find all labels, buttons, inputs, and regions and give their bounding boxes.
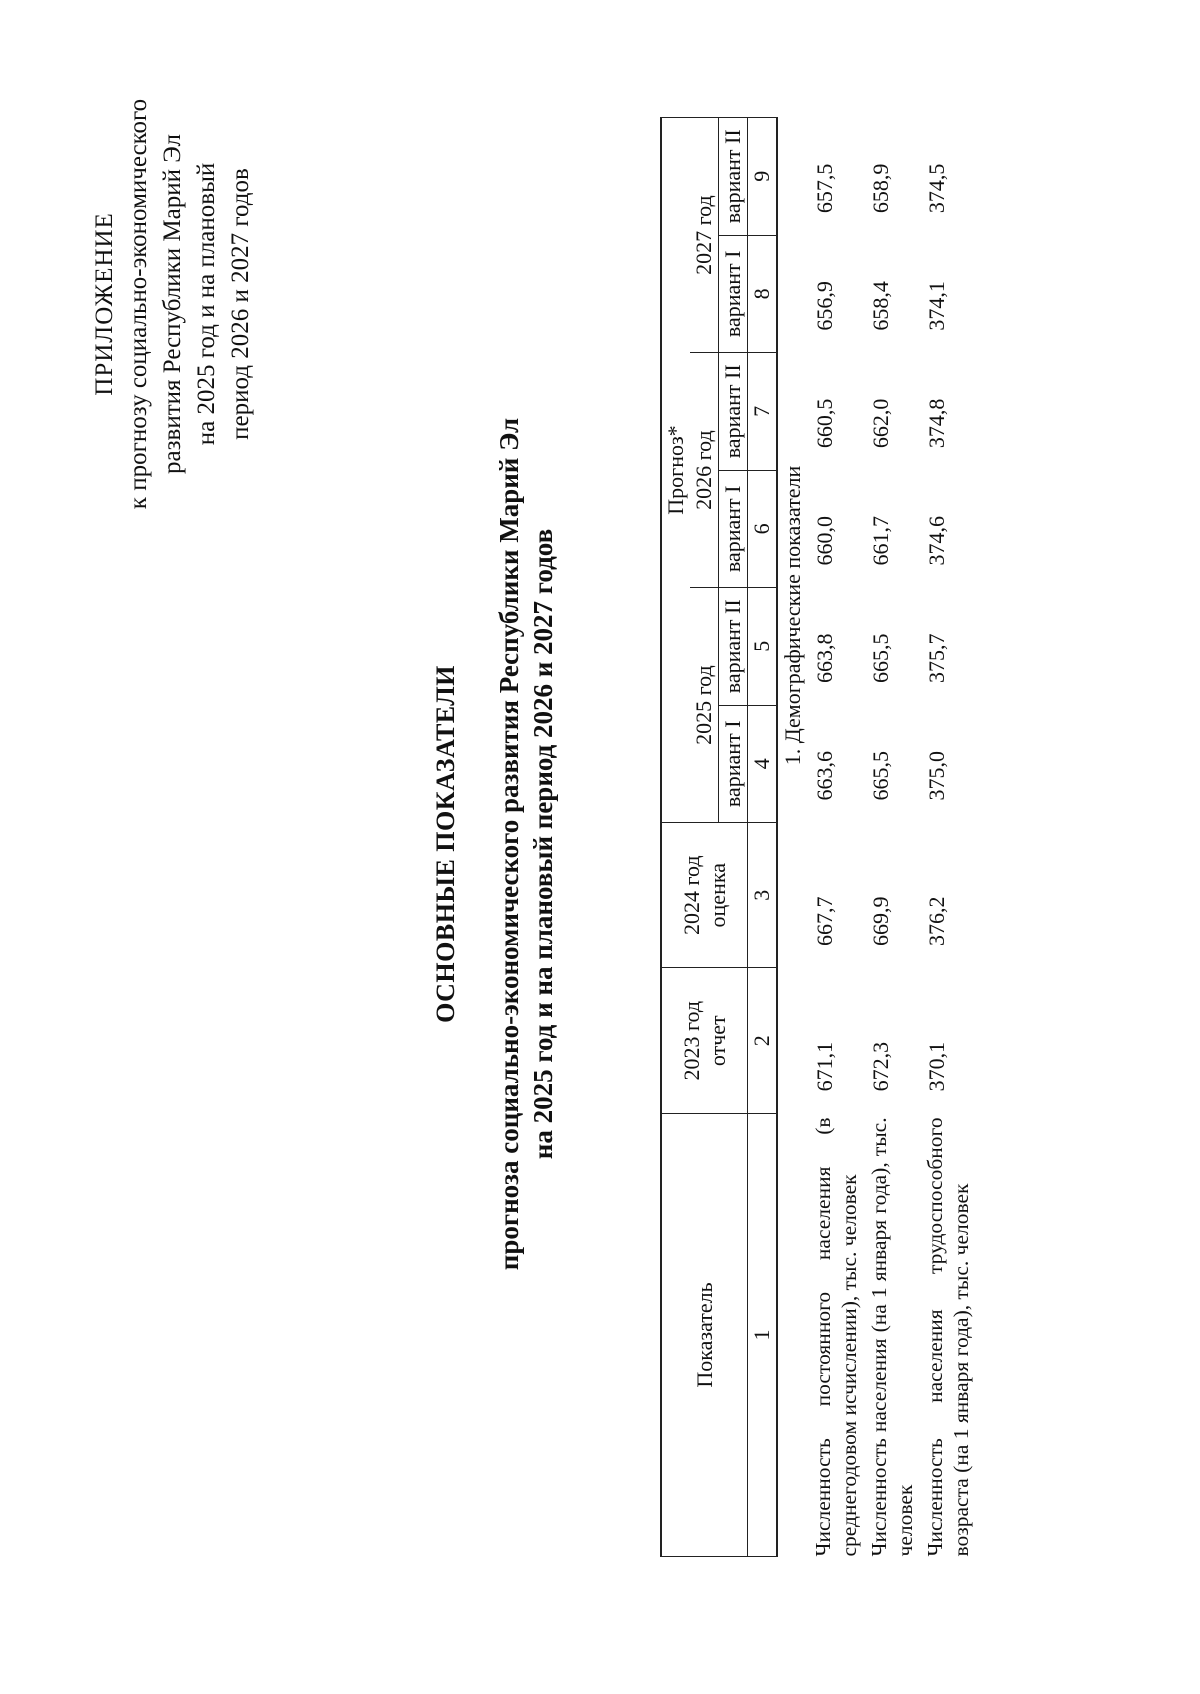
indicator-cell (864, 1113, 920, 1556)
header-year-2026: 2026 год (690, 353, 719, 588)
header-2027-variant-2: вариант II (719, 118, 748, 236)
indicators-table (660, 117, 976, 1557)
indicator-cell (920, 1113, 976, 1556)
value-cell: 658,9 (868, 163, 893, 214)
column-number: 2 (748, 968, 778, 1113)
table-row (920, 118, 976, 1557)
column-number: 9 (748, 118, 778, 236)
value-cell: 660,5 (812, 398, 837, 449)
header-year-2025: 2025 год (690, 588, 719, 823)
section-title: 1. Демографические показатели (780, 465, 805, 766)
column-number: 1 (748, 1113, 778, 1556)
value-cell: 662,0 (868, 398, 893, 449)
value-cell: 671,1 (812, 1041, 837, 1092)
value-cell: 661,7 (868, 516, 893, 566)
value-cell: 665,5 (868, 751, 893, 801)
value-cell: 375,0 (924, 751, 949, 801)
table-body (777, 118, 976, 1557)
value-cell: 374,8 (924, 398, 949, 449)
value-cell: 663,6 (812, 751, 837, 801)
column-number: 5 (748, 588, 778, 705)
value-cell: 657,5 (812, 163, 837, 214)
value-cell: 374,1 (924, 281, 949, 331)
value-cell: 667,7 (812, 896, 837, 946)
value-cell: 663,8 (812, 633, 837, 684)
indicator-cell (808, 1113, 864, 1556)
value-cell: 672,3 (868, 1041, 893, 1092)
column-number: 6 (748, 470, 778, 587)
header-2026-variant-2: вариант II (719, 353, 748, 470)
value-cell: 374,6 (924, 516, 949, 566)
header-2023 (661, 968, 748, 1113)
header-2023-year: 2023 год (678, 1000, 704, 1081)
value-cell: 660,0 (812, 516, 837, 566)
value-cell: 669,9 (868, 896, 893, 946)
column-number: 4 (748, 705, 778, 822)
header-2024-year: 2024 год (678, 855, 704, 936)
indicator-name: Численность населения трудоспособного возраста (на 1 января года), тыс. человек (923, 1117, 973, 1557)
header-2026-variant-1: вариант I (719, 470, 748, 587)
column-number: 7 (748, 353, 778, 470)
value-cell: 665,5 (868, 633, 893, 684)
header-2024-note: оценка (704, 863, 730, 928)
value-cell: 370,1 (924, 1041, 949, 1092)
header-2024 (661, 823, 748, 968)
document-heading: ОСНОВНЫЕ ПОКАЗАТЕЛИ (431, 665, 460, 1023)
indicator-name: Численность населения (на 1 января года), тыс. человек (867, 1117, 917, 1557)
header-year-2027: 2027 год (690, 118, 719, 353)
column-number: 8 (748, 235, 778, 352)
appendix-line: развития Республики Марий Эл (159, 134, 186, 474)
table-row (864, 118, 920, 1557)
appendix-line: к прогнозу социально-экономического (125, 98, 152, 510)
value-cell: 375,7 (924, 633, 949, 684)
value-cell: 376,2 (924, 896, 949, 946)
document-subtitle-line-2: на 2025 год и на плановый период 2026 и 2027 годов (528, 528, 558, 1160)
appendix-line: период 2026 и 2027 годов (227, 168, 254, 440)
column-number: 3 (748, 823, 778, 968)
appendix-line: на 2025 год и на плановый (193, 162, 220, 446)
header-2025-variant-2: вариант II (719, 588, 748, 705)
value-cell: 374,5 (924, 163, 949, 214)
header-forecast: Прогноз* (661, 118, 690, 823)
header-indicator: Показатель (661, 1113, 748, 1556)
header-2023-note: отчет (704, 1015, 730, 1067)
value-cell: 656,9 (812, 281, 837, 331)
table-header (661, 118, 777, 1557)
appendix-title: ПРИЛОЖЕНИЕ (91, 212, 118, 396)
header-2027-variant-1: вариант I (719, 235, 748, 352)
indicator-name: Численность постоянного населения (в среднегодовом исчислении), тыс. человек (811, 1117, 861, 1557)
appendix-block (88, 94, 258, 514)
value-cell: 658,4 (868, 281, 893, 331)
table-row (808, 118, 864, 1557)
header-2025-variant-1: вариант I (719, 705, 748, 822)
document-title-block (428, 254, 560, 1434)
document-subtitle-line-1: прогноза социально-экономического развития Республики Марий Эл (494, 417, 524, 1271)
